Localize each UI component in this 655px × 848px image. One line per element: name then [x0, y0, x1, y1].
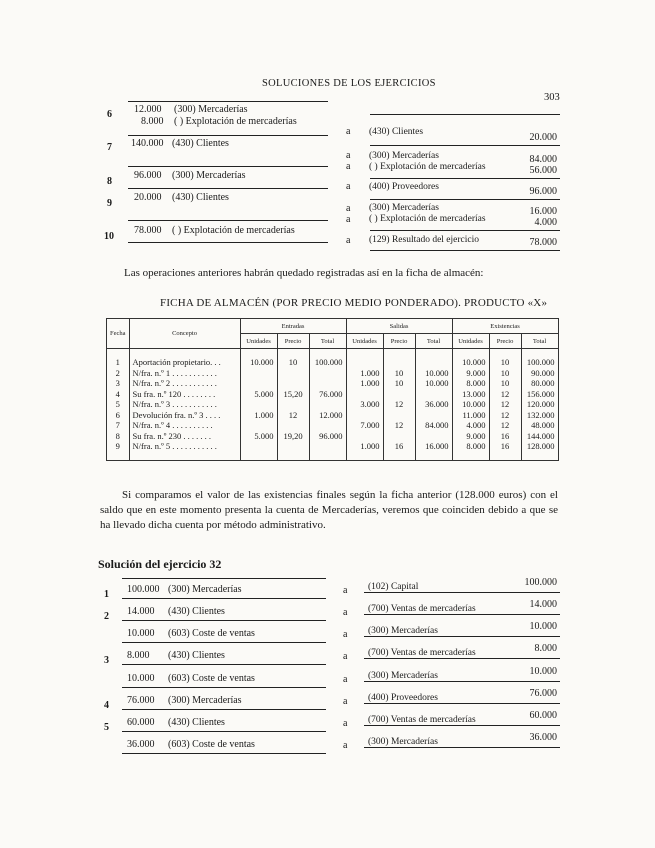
- stock-card-cell: 10: [489, 349, 521, 368]
- connector-a: a: [346, 181, 351, 192]
- ficha-title: FICHA DE ALMACÉN (POR PRECIO MEDIO PONDERADO). PRODUCTO «X»: [160, 297, 548, 309]
- credit-amount: 10.000: [529, 666, 557, 677]
- journal-rule: [122, 664, 326, 665]
- stock-card-cell: 76.000: [309, 389, 346, 400]
- credit-amount: 8.000: [534, 643, 557, 654]
- stock-card-cell: 80.000: [521, 378, 558, 389]
- credit-account: (430) Clientes: [369, 127, 424, 137]
- debit-account: (300) Mercaderías: [174, 104, 248, 115]
- stock-card-cell: 36.000: [415, 399, 452, 410]
- stock-card-cell: Aportación propietario. . .: [129, 349, 240, 368]
- stock-card-cell: 1.000: [346, 368, 383, 379]
- stock-card-cell: N/fra. n.º 4 . . . . . . . . . .: [129, 420, 240, 431]
- credit-account: (700) Ventas de mercaderías: [368, 604, 476, 614]
- debit-account: (430) Clientes: [172, 138, 229, 149]
- stock-card-cell: 1.000: [346, 441, 383, 460]
- stock-card-table: [106, 318, 559, 461]
- stock-card-cell: 132.000: [521, 410, 558, 421]
- journal-rule: [370, 230, 560, 231]
- stock-card-cell: [309, 378, 346, 389]
- entry-number: 3: [104, 655, 109, 666]
- stock-card-cell: [309, 368, 346, 379]
- credit-amount: 4.000: [534, 217, 557, 228]
- debit-amount: 12.000: [134, 104, 162, 115]
- stock-card-cell: [383, 349, 415, 368]
- debit-account: (300) Mercaderías: [168, 584, 242, 595]
- stock-card-cell: 16.000: [415, 441, 452, 460]
- sub-total: Total: [415, 334, 452, 349]
- stock-card-cell: 96.000: [309, 431, 346, 442]
- stock-card-cell: 16: [489, 441, 521, 460]
- stock-card-cell: [383, 431, 415, 442]
- debit-account: (300) Mercaderías: [172, 170, 246, 181]
- stock-card-cell: N/fra. n.º 3 . . . . . . . . . . .: [129, 399, 240, 410]
- journal-rule: [128, 135, 328, 136]
- stock-card-cell: 10.000: [452, 399, 489, 410]
- credit-account: (300) Mercaderías: [368, 626, 438, 636]
- stock-card-cell: 12: [277, 410, 309, 421]
- journal-rule: [370, 199, 560, 200]
- connector-a: a: [346, 126, 351, 137]
- entry-number: 4: [104, 700, 109, 711]
- journal-rule: [122, 598, 326, 599]
- debit-account: (430) Clientes: [168, 606, 225, 617]
- connector-a: a: [346, 161, 351, 172]
- debit-account: (430) Clientes: [168, 650, 225, 661]
- stock-card-cell: [277, 399, 309, 410]
- stock-card-cell: 12: [489, 420, 521, 431]
- debit-account: ( ) Explotación de mercaderías: [174, 116, 297, 127]
- stock-card-cell: 9: [107, 441, 130, 460]
- stock-card-row: [107, 349, 559, 368]
- connector-a: a: [343, 718, 348, 729]
- stock-card-cell: 10.000: [452, 349, 489, 368]
- stock-card-cell: 12: [489, 410, 521, 421]
- sub-unidades: Unidades: [240, 334, 277, 349]
- journal-rule: [364, 725, 560, 726]
- journal-rule: [122, 731, 326, 732]
- entry-number: 7: [107, 142, 112, 153]
- debit-account: (430) Clientes: [172, 192, 229, 203]
- connector-a: a: [343, 696, 348, 707]
- stock-card-cell: 84.000: [415, 420, 452, 431]
- credit-account: (700) Ventas de mercaderías: [368, 648, 476, 658]
- credit-amount: 96.000: [529, 186, 557, 197]
- stock-card-cell: 12: [383, 399, 415, 410]
- debit-amount: 8.000: [141, 116, 164, 127]
- stock-card-row: [107, 410, 559, 421]
- journal-rule: [364, 592, 560, 593]
- debit-amount: 96.000: [134, 170, 162, 181]
- stock-card-cell: N/fra. n.º 5 . . . . . . . . . . .: [129, 441, 240, 460]
- stock-card-cell: [309, 420, 346, 431]
- stock-card-cell: [309, 399, 346, 410]
- credit-amount: 36.000: [529, 732, 557, 743]
- journal-rule: [122, 620, 326, 621]
- stock-card-cell: N/fra. n.º 1 . . . . . . . . . . .: [129, 368, 240, 379]
- stock-card-cell: [277, 441, 309, 460]
- stock-card-cell: [415, 431, 452, 442]
- credit-account: (700) Ventas de mercaderías: [368, 715, 476, 725]
- journal-rule: [364, 703, 560, 704]
- stock-card-cell: 7: [107, 420, 130, 431]
- stock-card-cell: 128.000: [521, 441, 558, 460]
- debit-amount: 76.000: [127, 695, 155, 706]
- stock-card-cell: 8.000: [452, 378, 489, 389]
- stock-card-row: [107, 420, 559, 431]
- stock-card-cell: Su fra. n.º 120 . . . . . . . .: [129, 389, 240, 400]
- col-entradas: Entradas: [240, 319, 346, 334]
- stock-card-cell: 8.000: [452, 441, 489, 460]
- solution-title: Solución del ejercicio 32: [98, 557, 222, 571]
- journal-rule: [370, 250, 560, 251]
- journal-rule: [128, 220, 328, 221]
- journal-rule: [128, 166, 328, 167]
- sub-precio: Precio: [383, 334, 415, 349]
- stock-card-cell: 19,20: [277, 431, 309, 442]
- stock-card-cell: 156.000: [521, 389, 558, 400]
- stock-card-cell: [240, 441, 277, 460]
- credit-account: ( ) Explotación de mercaderías: [369, 214, 486, 224]
- stock-card-cell: 100.000: [309, 349, 346, 368]
- debit-account: ( ) Explotación de mercaderías: [172, 225, 295, 236]
- stock-card-cell: 11.000: [452, 410, 489, 421]
- journal-rule: [364, 658, 560, 659]
- stock-card-cell: 13.000: [452, 389, 489, 400]
- stock-card-row: [107, 368, 559, 379]
- sub-unidades: Unidades: [346, 334, 383, 349]
- entry-number: 10: [104, 231, 114, 242]
- debit-amount: 8.000: [127, 650, 150, 661]
- journal-rule: [370, 114, 560, 115]
- stock-card-cell: N/fra. n.º 2 . . . . . . . . . . .: [129, 378, 240, 389]
- stock-card-cell: 10: [383, 378, 415, 389]
- connector-a: a: [343, 740, 348, 751]
- stock-card-cell: 10.000: [240, 349, 277, 368]
- credit-account: (102) Capital: [368, 582, 419, 592]
- stock-card-cell: 1: [107, 349, 130, 368]
- stock-card-cell: 10.000: [415, 378, 452, 389]
- stock-card-cell: [240, 399, 277, 410]
- col-salidas: Salidas: [346, 319, 452, 334]
- stock-card-cell: 48.000: [521, 420, 558, 431]
- stock-card-cell: [383, 389, 415, 400]
- stock-card-cell: 10: [489, 378, 521, 389]
- stock-card-cell: 12: [383, 420, 415, 431]
- stock-card-row: [107, 399, 559, 410]
- journal-rule: [122, 753, 326, 754]
- entry-number: 8: [107, 176, 112, 187]
- entry-number: 2: [104, 611, 109, 622]
- connector-a: a: [346, 214, 351, 225]
- debit-account: (603) Coste de ventas: [168, 628, 255, 639]
- sub-precio: Precio: [489, 334, 521, 349]
- page-number: 303: [544, 92, 560, 103]
- sub-total: Total: [309, 334, 346, 349]
- debit-amount: 140.000: [131, 138, 164, 149]
- stock-card-cell: 10: [383, 368, 415, 379]
- journal-rule: [122, 642, 326, 643]
- stock-card-cell: 8: [107, 431, 130, 442]
- stock-card-cell: 12: [489, 399, 521, 410]
- journal-rule: [364, 614, 560, 615]
- stock-card-cell: 4: [107, 389, 130, 400]
- journal-rule: [364, 681, 560, 682]
- stock-card-cell: [277, 420, 309, 431]
- sub-precio: Precio: [277, 334, 309, 349]
- stock-card-cell: 120.000: [521, 399, 558, 410]
- credit-account: (300) Mercaderías: [369, 203, 439, 213]
- stock-card-cell: 10: [277, 349, 309, 368]
- journal-rule: [122, 709, 326, 710]
- debit-amount: 78.000: [134, 225, 162, 236]
- journal-rule: [122, 578, 326, 579]
- stock-card-cell: [240, 420, 277, 431]
- stock-card-cell: 9.000: [452, 431, 489, 442]
- stock-card-cell: 12: [489, 389, 521, 400]
- sub-unidades: Unidades: [452, 334, 489, 349]
- stock-card-cell: 5.000: [240, 389, 277, 400]
- stock-card-cell: [415, 389, 452, 400]
- credit-amount: 14.000: [529, 599, 557, 610]
- credit-amount: 84.000: [529, 154, 557, 165]
- journal-rule: [128, 188, 328, 189]
- stock-card-cell: [346, 431, 383, 442]
- journal-rule: [364, 747, 560, 748]
- stock-card-row: [107, 389, 559, 400]
- credit-account: (400) Proveedores: [368, 693, 438, 703]
- connector-a: a: [346, 203, 351, 214]
- stock-card-row: [107, 378, 559, 389]
- stock-card-cell: 5: [107, 399, 130, 410]
- stock-card-cell: Devolución fra. n.º 3 . . . .: [129, 410, 240, 421]
- debit-amount: 10.000: [127, 628, 155, 639]
- connector-a: a: [346, 235, 351, 246]
- stock-card-cell: [346, 410, 383, 421]
- journal-rule: [370, 145, 560, 146]
- credit-amount: 20.000: [529, 132, 557, 143]
- credit-amount: 100.000: [524, 577, 557, 588]
- stock-card-cell: 16: [489, 431, 521, 442]
- stock-card-cell: 3.000: [346, 399, 383, 410]
- stock-card-cell: [415, 410, 452, 421]
- stock-card-cell: [346, 349, 383, 368]
- sub-total: Total: [521, 334, 558, 349]
- stock-card-cell: [346, 389, 383, 400]
- debit-amount: 36.000: [127, 739, 155, 750]
- journal-rule: [128, 242, 328, 243]
- stock-card-cell: 10.000: [415, 368, 452, 379]
- journal-rule: [128, 101, 328, 102]
- credit-account: (300) Mercaderías: [368, 671, 438, 681]
- stock-card-cell: 15,20: [277, 389, 309, 400]
- connector-a: a: [343, 585, 348, 596]
- stock-card-cell: 5.000: [240, 431, 277, 442]
- credit-account: (300) Mercaderías: [369, 151, 439, 161]
- debit-amount: 60.000: [127, 717, 155, 728]
- stock-card-cell: 6: [107, 410, 130, 421]
- credit-account: ( ) Explotación de mercaderías: [369, 162, 486, 172]
- credit-account: (129) Resultado del ejercicio: [369, 235, 480, 245]
- connector-a: a: [343, 629, 348, 640]
- journal-rule: [370, 178, 560, 179]
- stock-card-cell: [277, 368, 309, 379]
- col-existencias: Existencias: [452, 319, 558, 334]
- comparison-paragraph: Si comparamos el valor de las existencias finales según la ficha anterior (128.000 euros) con el saldo que en este momento presenta la cuenta de Mercaderías, veremos que coinciden debido a que se ha llevado dicha cuenta por método administrativo.: [100, 489, 558, 531]
- stock-card-cell: 2: [107, 368, 130, 379]
- credit-amount: 56.000: [529, 165, 557, 176]
- credit-account: (400) Proveedores: [369, 182, 439, 192]
- stock-card-cell: [415, 349, 452, 368]
- stock-card-cell: [277, 378, 309, 389]
- debit-amount: 20.000: [134, 192, 162, 203]
- intro-paragraph: Las operaciones anteriores habrán quedado registradas así en la ficha de almacén:: [124, 267, 484, 279]
- stock-card-cell: [383, 410, 415, 421]
- stock-card-cell: [309, 441, 346, 460]
- col-concepto: Concepto: [129, 319, 240, 349]
- credit-amount: 10.000: [529, 621, 557, 632]
- credit-account: (300) Mercaderías: [368, 737, 438, 747]
- stock-card-cell: [240, 368, 277, 379]
- stock-card-cell: 4.000: [452, 420, 489, 431]
- credit-amount: 16.000: [529, 206, 557, 217]
- stock-card-cell: 9.000: [452, 368, 489, 379]
- stock-card-cell: 10: [489, 368, 521, 379]
- stock-card-cell: 3: [107, 378, 130, 389]
- debit-amount: 10.000: [127, 673, 155, 684]
- debit-account: (430) Clientes: [168, 717, 225, 728]
- entry-number: 5: [104, 722, 109, 733]
- entry-number: 6: [107, 109, 112, 120]
- stock-card-cell: 1.000: [346, 378, 383, 389]
- stock-card-cell: 16: [383, 441, 415, 460]
- journal-rule: [122, 687, 326, 688]
- debit-account: (603) Coste de ventas: [168, 739, 255, 750]
- stock-card-cell: 1.000: [240, 410, 277, 421]
- stock-card-cell: 100.000: [521, 349, 558, 368]
- stock-card-cell: 90.000: [521, 368, 558, 379]
- connector-a: a: [343, 607, 348, 618]
- stock-card-cell: 144.000: [521, 431, 558, 442]
- stock-card-row: [107, 431, 559, 442]
- stock-card-cell: 7.000: [346, 420, 383, 431]
- connector-a: a: [343, 651, 348, 662]
- debit-amount: 100.000: [127, 584, 160, 595]
- stock-card-cell: [240, 378, 277, 389]
- stock-card-row: [107, 441, 559, 460]
- debit-account: (603) Coste de ventas: [168, 673, 255, 684]
- col-fecha: Fecha: [107, 319, 130, 349]
- debit-account: (300) Mercaderías: [168, 695, 242, 706]
- journal-rule: [364, 636, 560, 637]
- connector-a: a: [343, 674, 348, 685]
- running-header: SOLUCIONES DE LOS EJERCICIOS: [262, 78, 436, 89]
- stock-card-cell: 12.000: [309, 410, 346, 421]
- stock-card-body: [107, 349, 559, 461]
- entry-number: 9: [107, 198, 112, 209]
- credit-amount: 76.000: [529, 688, 557, 699]
- connector-a: a: [346, 150, 351, 161]
- credit-amount: 78.000: [529, 237, 557, 248]
- entry-number: 1: [104, 589, 109, 600]
- debit-amount: 14.000: [127, 606, 155, 617]
- stock-card-cell: Su fra. n.º 230 . . . . . . .: [129, 431, 240, 442]
- credit-amount: 60.000: [529, 710, 557, 721]
